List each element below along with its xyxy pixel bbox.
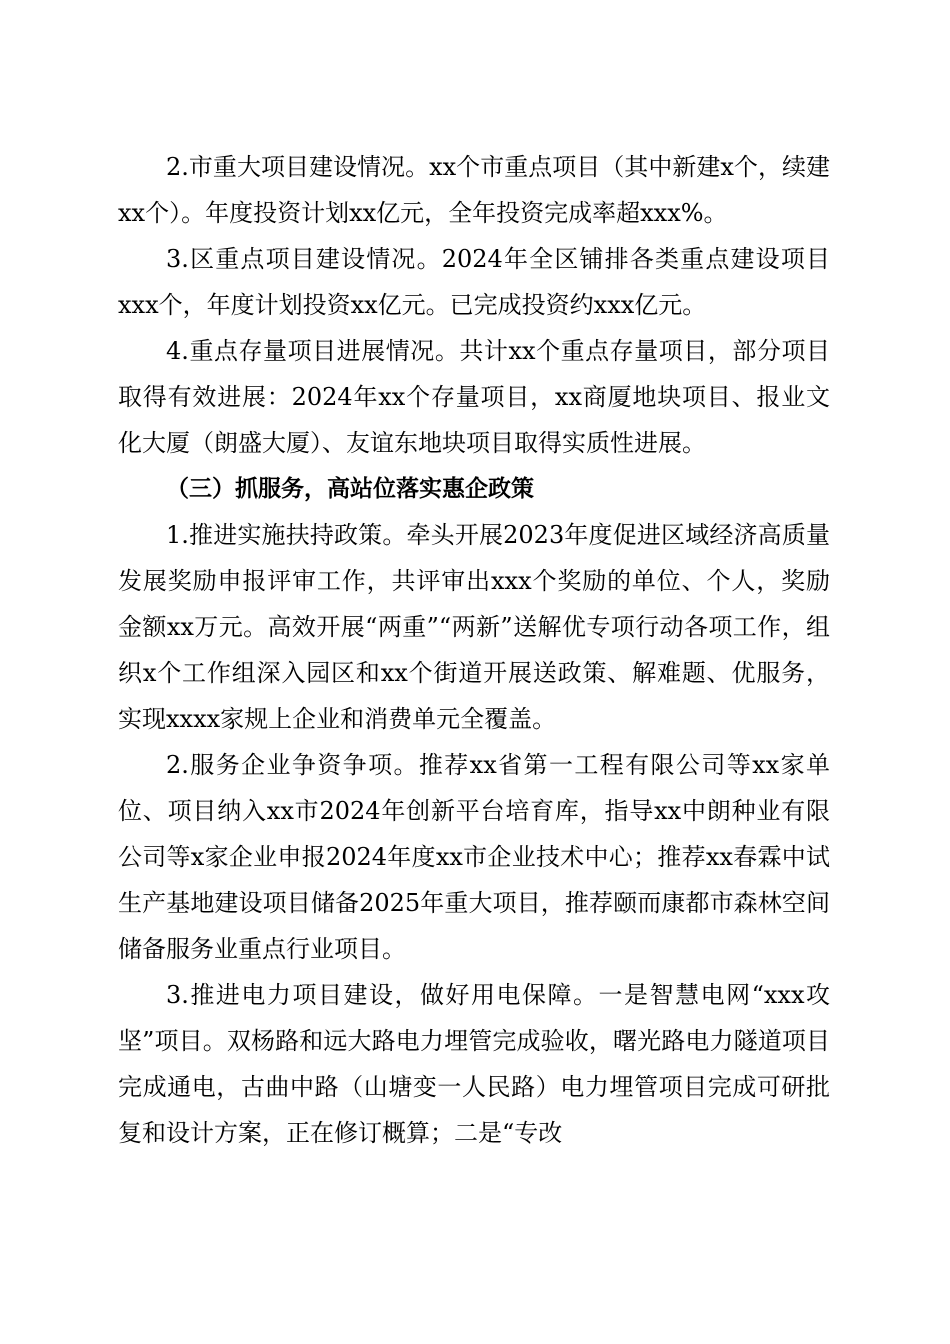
section-heading-services: （三）抓服务，高站位落实惠企政策: [166, 476, 534, 502]
paragraph-district-key-projects: 3.区重点项目建设情况。2024年全区铺排各类重点建设项目xxx个，年度计划投资xx亿元。已完成投资约xxx亿元。: [118, 245, 830, 319]
paragraph-major-city-projects: 2.市重大项目建设情况。xx个市重点项目（其中新建x个，续建xx个）。年度投资计划xx亿元，全年投资完成率超xxx%。: [118, 153, 830, 227]
document-body: [118, 144, 830, 1156]
paragraph-support-policies: 1.推进实施扶持政策。牵头开展2023年度促进区域经济高质量发展奖励申报评审工作，共评审出xxx个奖励的单位、个人，奖励金额xx万元。高效开展“两重”“两新”送解优专项行动各项工作，组织x个工作组深入园区和xx个街道开展送政策、解难题、优服务，实现xxxx家规上企业和消费单元全覆盖。: [118, 521, 830, 733]
paragraph-enterprise-funding: 2.服务企业争资争项。推荐xx省第一工程有限公司等xx家单位、项目纳入xx市2024年创新平台培育库，指导xx中朗种业有限公司等x家企业申报2024年度xx市企业技术中心；推荐xx春霖中试生产基地建设项目储备2025年重大项目，推荐颐而康都市森林空间储备服务业重点行业项目。: [118, 751, 830, 963]
paragraph-stock-projects: 4.重点存量项目进展情况。共计xx个重点存量项目，部分项目取得有效进展：2024年xx个存量项目，xx商厦地块项目、报业文化大厦（朗盛大厦）、友谊东地块项目取得实质性进展。: [118, 337, 830, 457]
paragraph-power-projects: 3.推进电力项目建设，做好用电保障。一是智慧电网“xxx攻坚”项目。双杨路和远大路电力埋管完成验收，曙光路电力隧道项目完成通电，古曲中路（山塘变一人民路）电力埋管项目完成可研批复和设计方案，正在修订概算；二是“专改: [118, 981, 830, 1147]
